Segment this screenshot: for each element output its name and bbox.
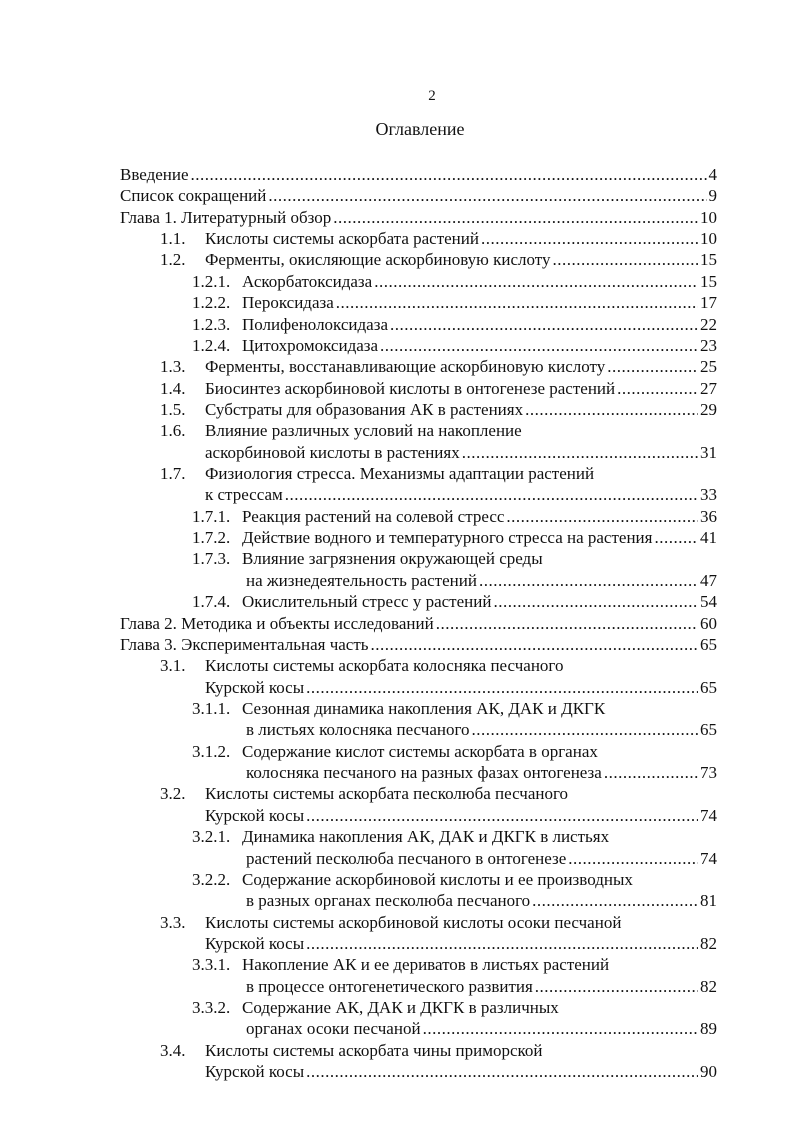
toc-entry-page: 9: [708, 186, 717, 206]
toc-entry-number: 1.4.: [160, 378, 186, 398]
toc-entry-number: 1.7.: [160, 464, 186, 484]
toc-entry-text: Биосинтез аскорбиновой кислоты в онтогенезе растений: [205, 378, 616, 398]
toc-entry: [120, 185, 717, 206]
toc-entry-number: 1.7.3.: [192, 549, 231, 569]
toc-entry: [120, 954, 717, 975]
toc-entry-page: 90: [700, 1062, 717, 1082]
toc-entry: [120, 570, 717, 591]
dot-leader: [493, 591, 698, 612]
toc-entry-number: 1.7.2.: [192, 528, 231, 548]
toc-entry: [120, 1061, 717, 1082]
toc-entry: [120, 783, 717, 804]
toc-entry: [120, 484, 717, 505]
toc-entry-page: 29: [700, 399, 717, 419]
toc-entry-page: 65: [700, 720, 717, 740]
page-number: 2: [428, 88, 436, 104]
toc-entry: [120, 527, 717, 548]
toc-entry-number: 3.1.: [160, 656, 186, 676]
toc-entry-text: Кислоты системы аскорбата песколюба песчаного: [205, 784, 569, 804]
toc-entry-text: аскорбиновой кислоты в растениях: [205, 442, 460, 462]
dot-leader: [336, 292, 698, 313]
toc-entry-text: Курской косы: [205, 677, 305, 697]
dot-leader: [525, 399, 698, 420]
toc-entry-text: Полифенолоксидаза: [242, 314, 388, 334]
toc-entry-page: 17: [700, 293, 717, 313]
toc-entry-text: Цитохромоксидаза: [242, 335, 379, 355]
toc-entry: [120, 591, 717, 612]
toc-entry: [120, 655, 717, 676]
toc-entry-number: 1.7.4.: [192, 592, 231, 612]
toc-entry-text: в разных органах песколюба песчаного: [246, 891, 531, 911]
toc-entry-text: в процессе онтогенетического развития: [246, 976, 533, 996]
dot-leader: [604, 762, 698, 783]
toc-entry: [120, 1040, 717, 1061]
dot-leader: [481, 228, 698, 249]
toc-entry-text: Физиология стресса. Механизмы адаптации растений: [205, 464, 595, 484]
toc-entry: [120, 805, 717, 826]
toc-entry-page: 74: [700, 848, 717, 868]
dot-leader: [306, 805, 698, 826]
toc-entry-text: на жизнедеятельность растений: [246, 570, 477, 590]
toc-entry-number: 3.1.1.: [192, 698, 231, 718]
toc-entry-number: 1.6.: [160, 421, 186, 441]
toc-entry: [120, 548, 717, 569]
dot-leader: [654, 527, 698, 548]
toc-entry: [120, 356, 717, 377]
dot-leader: [306, 1061, 698, 1082]
toc-entry-number: 3.2.: [160, 784, 186, 804]
toc-entry-text: Аскорбатоксидаза: [242, 271, 373, 291]
toc-entry-number: 3.3.1.: [192, 955, 231, 975]
dot-leader: [371, 634, 698, 655]
toc-entry-number: 1.2.3.: [192, 314, 231, 334]
toc-entry: [120, 933, 717, 954]
toc-entry-number: 3.1.2.: [192, 741, 231, 761]
dot-leader: [535, 976, 698, 997]
toc-entry: [120, 314, 717, 335]
toc-entry-page: 60: [700, 613, 717, 633]
toc-entry-number: 3.3.: [160, 912, 186, 932]
toc-entry-page: 82: [700, 976, 717, 996]
dot-leader: [306, 933, 698, 954]
dot-leader: [472, 719, 698, 740]
dot-leader: [191, 164, 707, 185]
toc-entry: [120, 976, 717, 997]
toc-entry-number: 1.7.1.: [192, 506, 231, 526]
dot-leader: [607, 356, 698, 377]
toc-entry-page: 31: [700, 442, 717, 462]
toc-entry-text: Курской косы: [205, 933, 305, 953]
toc-entry: [120, 613, 717, 634]
toc-entry-text: Влияние загрязнения окружающей среды: [242, 549, 543, 569]
toc-entry-page: 27: [700, 378, 717, 398]
toc-entry-text: Курской косы: [205, 805, 305, 825]
toc-entry: [120, 335, 717, 356]
toc-entry-text: Динамика накопления АК, ДАК и ДКГК в листьях: [242, 827, 610, 847]
dot-leader: [374, 271, 698, 292]
dot-leader: [268, 185, 706, 206]
toc-entry: [120, 698, 717, 719]
toc-entry-text: Пероксидаза: [242, 293, 334, 313]
dot-leader: [462, 442, 698, 463]
toc-entry-page: 10: [700, 229, 717, 249]
toc-entry-text: Глава 2. Методика и объекты исследований: [120, 613, 434, 633]
toc-entry: [120, 506, 717, 527]
toc-entry: [120, 719, 717, 740]
toc-entry-number: 3.4.: [160, 1040, 186, 1060]
toc-entry-text: Ферменты, восстанавливающие аскорбиновую кислоту: [205, 357, 606, 377]
toc-entry-page: 15: [700, 271, 717, 291]
toc-entry-number: 3.2.1.: [192, 827, 231, 847]
table-of-contents: [120, 164, 717, 1082]
toc-entry: [120, 228, 717, 249]
toc-entry-page: 10: [700, 207, 717, 227]
toc-entry-text: Действие водного и температурного стресса на растения: [242, 528, 653, 548]
toc-entry-text: Окислительный стресс у растений: [242, 592, 492, 612]
toc-entry: [120, 399, 717, 420]
toc-entry-page: 65: [700, 677, 717, 697]
toc-entry-page: 15: [700, 250, 717, 270]
dot-leader: [532, 890, 698, 911]
dot-leader: [380, 335, 698, 356]
toc-entry-text: Содержание кислот системы аскорбата в органах: [242, 741, 598, 761]
dot-leader: [479, 570, 698, 591]
toc-entry-page: 4: [708, 165, 717, 184]
dot-leader: [568, 848, 698, 869]
dot-leader: [552, 249, 698, 270]
toc-entry: [120, 164, 717, 185]
toc-entry: [120, 826, 717, 847]
toc-entry: [120, 741, 717, 762]
toc-entry: [120, 1018, 717, 1039]
toc-entry-page: 22: [700, 314, 717, 334]
toc-entry-text: Ферменты, окисляющие аскорбиновую кислоту: [205, 250, 551, 270]
toc-entry: [120, 890, 717, 911]
toc-entry-page: 25: [700, 357, 717, 377]
dot-leader: [390, 314, 698, 335]
toc-entry-text: Кислоты системы аскорбата чины приморской: [205, 1040, 543, 1060]
toc-entry-page: 41: [700, 528, 717, 548]
toc-entry-text: в листьях колосняка песчаного: [246, 720, 470, 740]
toc-entry-page: 33: [700, 485, 717, 505]
toc-entry: [120, 249, 717, 270]
toc-entry: [120, 463, 717, 484]
toc-entry-page: 36: [700, 506, 717, 526]
toc-entry-text: колосняка песчаного на разных фазах онтогенеза: [246, 763, 602, 783]
toc-entry-page: 23: [700, 335, 717, 355]
dot-leader: [436, 613, 698, 634]
toc-entry: [120, 869, 717, 890]
toc-entry-text: Глава 3. Экспериментальная часть: [120, 634, 369, 654]
toc-entry-number: 1.1.: [160, 229, 186, 249]
toc-entry-text: Субстраты для образования АК в растениях: [205, 399, 524, 419]
toc-entry-text: Кислоты системы аскорбиновой кислоты осоки песчаной: [205, 912, 622, 932]
toc-entry-text: Содержание АК, ДАК и ДКГК в различных: [242, 998, 559, 1018]
toc-entry-text: Накопление АК и ее дериватов в листьях растений: [242, 955, 610, 975]
toc-entry-page: 65: [700, 634, 717, 654]
toc-entry-text: Глава 1. Литературный обзор: [120, 207, 332, 227]
toc-entry-number: 1.5.: [160, 399, 186, 419]
dot-leader: [423, 1018, 698, 1039]
toc-entry: [120, 271, 717, 292]
toc-entry: [120, 378, 717, 399]
toc-entry-text: к стрессам: [205, 485, 283, 505]
toc-entry-text: органах осоки песчаной: [246, 1019, 421, 1039]
toc-entry: [120, 848, 717, 869]
toc-entry-text: Список сокращений: [120, 186, 267, 206]
dot-leader: [285, 484, 698, 505]
toc-entry: [120, 634, 717, 655]
toc-entry-number: 1.2.: [160, 250, 186, 270]
toc-entry: [120, 997, 717, 1018]
toc-entry-page: 81: [700, 891, 717, 911]
toc-entry: [120, 677, 717, 698]
toc-entry: [120, 912, 717, 933]
toc-entry-page: 54: [700, 592, 717, 612]
toc-entry-text: Кислоты системы аскорбата колосняка песчаного: [205, 656, 564, 676]
toc-entry: [120, 762, 717, 783]
toc-entry: [120, 207, 717, 228]
toc-entry: [120, 442, 717, 463]
toc-entry-text: Содержание аскорбиновой кислоты и ее производных: [242, 869, 633, 889]
toc-entry-text: Кислоты системы аскорбата растений: [205, 229, 479, 249]
toc-entry-number: 1.2.4.: [192, 335, 231, 355]
toc-entry-number: 1.2.2.: [192, 293, 231, 313]
toc-entry-page: 47: [700, 570, 717, 590]
toc-entry-page: 82: [700, 933, 717, 953]
toc-entry-number: 3.3.2.: [192, 998, 231, 1018]
toc-entry-page: 73: [700, 763, 717, 783]
toc-entry-text: растений песколюба песчаного в онтогенезе: [246, 848, 567, 868]
toc-entry-text: Реакция растений на солевой стресс: [242, 506, 505, 526]
toc-entry: [120, 420, 717, 441]
dot-leader: [333, 207, 698, 228]
toc-title: Оглавление: [375, 119, 465, 139]
toc-entry-number: 1.3.: [160, 357, 186, 377]
dot-leader: [506, 506, 698, 527]
dot-leader: [617, 378, 698, 399]
toc-entry-page: 89: [700, 1019, 717, 1039]
toc-entry-text: Сезонная динамика накопления АК, ДАК и ДКГК: [242, 698, 606, 718]
toc-entry-text: Введение: [120, 165, 189, 184]
toc-entry-text: Влияние различных условий на накопление: [205, 421, 522, 441]
toc-entry-number: 1.2.1.: [192, 271, 231, 291]
toc-entry: [120, 292, 717, 313]
toc-entry-page: 74: [700, 805, 717, 825]
dot-leader: [306, 677, 698, 698]
toc-entry-text: Курской косы: [205, 1062, 305, 1082]
toc-entry-number: 3.2.2.: [192, 869, 231, 889]
